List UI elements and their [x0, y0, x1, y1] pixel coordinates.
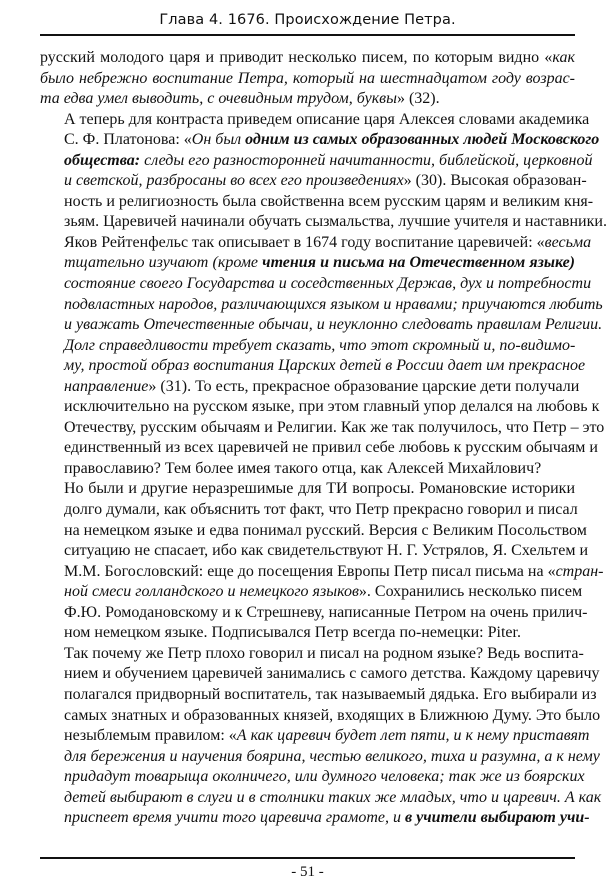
text-run: следы его разносторонней начитанности, библейской, церковной — [140, 151, 593, 169]
header-rule — [40, 34, 575, 36]
text-run: ном немецком языке. Подписывался Петр всегда по-немецки: Piter. — [64, 624, 521, 642]
text-run: одним из самых образованных людей Московского — [245, 131, 600, 149]
text-line — [40, 171, 587, 192]
text-run: » (30). Высокая образован- — [403, 172, 587, 190]
text-run: му, простой образ воспитания Царских детей в России дает им прекрасное — [64, 357, 586, 375]
text-line — [40, 685, 597, 706]
text-line — [40, 541, 589, 562]
text-run: чтения и письма на Отечественном языке) — [262, 254, 575, 272]
page-number: - 51 - — [291, 864, 324, 880]
text-run: тщательно изучают (кроме — [64, 254, 263, 272]
text-run: Долг справедливости требует сказать, что этот скромный и, по-видимо- — [64, 336, 576, 354]
text-run: и светской, разбросаны во всех его произведениях — [64, 172, 404, 190]
text-run: православию? Тем более имея такого отца, как Алексей Михайлович? — [64, 459, 542, 477]
text-run: единственный из всех царевичей не привил себе любовь к русским обычаям и — [64, 439, 598, 457]
text-line — [40, 726, 590, 747]
text-line — [40, 808, 590, 829]
text-line — [40, 253, 575, 274]
text-run: и уважать Отечественные обычаи, и неуклонно следовать правилам Религии. — [64, 316, 603, 334]
text-run: приспеет время учити того царевича грамоте, и — [64, 809, 406, 827]
text-line — [40, 89, 575, 110]
text-run: придадут товарыща околничего, или думного человека; так же из боярских — [64, 768, 585, 786]
text-run: ность и религиозность была свойственна всем русским царям и великим кня- — [64, 192, 594, 210]
text-line — [40, 747, 600, 768]
running-header: Глава 4. 1676. Происхождение Петра. — [159, 12, 456, 28]
text-line — [40, 377, 580, 398]
text-run: общества: — [64, 151, 141, 169]
text-run: самых знатных и образованных князей, входящих в Ближнюю Думу. Это было — [64, 706, 601, 724]
text-run: для бережения и научения боярина, честью великого, тиха и разумна, а к нему — [64, 747, 600, 765]
text-run: С. Ф. Платонова: « — [64, 131, 192, 149]
text-line — [40, 582, 583, 603]
paragraph — [40, 48, 575, 110]
text-run: » (32). — [396, 90, 440, 108]
text-run: Но были и другие неразрешимые для ТИ вопросы. Романовские историки — [64, 480, 575, 498]
text-run: было небрежно воспитание Петра, который на шестнадцатом году возрас- — [40, 69, 575, 87]
text-line — [40, 336, 575, 357]
text-run: состояние своего Государства и соседственных Держав, дух и потребности — [64, 275, 592, 293]
text-run: » (31). То есть, прекрасное образование царские дети получали — [148, 377, 580, 395]
paragraph — [40, 644, 602, 829]
text-run: русский молодого царя и приводит несколько писем, по которым видно « — [40, 49, 553, 66]
text-line — [40, 397, 600, 418]
text-line — [40, 315, 603, 336]
text-run: ной смеси голландского и немецкого языков — [64, 583, 359, 601]
text-line — [40, 130, 600, 151]
text-line — [40, 603, 588, 624]
text-run: долго думали, как объяснить тот факт, что Петр прекрасно говорил и писал — [64, 501, 578, 519]
text-run: незыблемым правилом: « — [64, 727, 237, 745]
text-run: ». Сохранились несколько писем — [358, 583, 583, 601]
text-run: Яков Рейтенфельс так описывает в 1674 году воспитание царевичей: « — [64, 233, 545, 251]
paragraph — [40, 110, 607, 480]
text-run: полагался придворный воспитатель, так называемый дядька. Его выбирали из — [64, 685, 597, 703]
text-run: как — [552, 49, 575, 66]
text-line — [40, 295, 603, 316]
text-line — [40, 706, 601, 727]
text-line — [40, 69, 575, 90]
text-line — [40, 500, 578, 521]
text-line — [40, 644, 584, 665]
text-line — [40, 233, 592, 254]
text-run: исключительно на русском языке, при этом главный упор делался на любовь к — [64, 398, 600, 416]
text-run: нием и обучением царевичей занимались с самого детства. Каждому царевичу — [64, 665, 600, 683]
text-line — [40, 767, 585, 788]
text-line — [40, 459, 575, 480]
text-run: направление — [64, 377, 149, 395]
text-run: в учители выбирают учи- — [405, 809, 590, 827]
text-line — [40, 110, 590, 131]
text-run: Ф.Ю. Ромодановскому и к Стрешневу, написанные Петром на очень прилич- — [64, 603, 588, 621]
paragraph — [40, 479, 604, 643]
text-run: А теперь для контраста приведем описание царя Алексея словами академика — [64, 110, 590, 128]
text-run: детей выбирают в слуги и в столники таких же младых, что и царевич. А как — [64, 788, 602, 806]
text-run: Он был — [191, 131, 246, 149]
text-run: весьма — [544, 233, 592, 251]
text-run: Так почему же Петр плохо говорил и писал на родном языке? Ведь воспита- — [64, 644, 584, 662]
text-line — [40, 562, 604, 583]
text-line — [40, 212, 607, 233]
text-line — [40, 418, 605, 439]
text-run: та едва умел выводить, с очевидным трудом, буквы — [40, 90, 397, 108]
text-run: М.М. Богословский: еще до посещения Европы Петр писал письма на « — [64, 562, 556, 580]
text-line — [40, 438, 598, 459]
text-run: зьям. Царевичей начинали обучать сызмальства, лучшие учителя и наставники. — [64, 213, 607, 231]
text-line — [40, 48, 575, 69]
text-run: Отечеству, русским обычаям и Религии. Как же так получилось, что Петр – это — [64, 418, 605, 436]
text-line — [40, 356, 586, 377]
text-line — [40, 788, 602, 809]
text-line — [40, 623, 575, 644]
footer-rule — [40, 857, 575, 859]
body-text — [40, 48, 607, 829]
text-run: стран- — [555, 562, 604, 580]
text-line — [40, 151, 593, 172]
text-line — [40, 521, 587, 542]
text-line — [40, 192, 594, 213]
text-run: ситуацию не спасает, ибо как свидетельствуют Н. Г. Устрялов, Я. Схельтем и — [64, 542, 589, 560]
text-run: А как царевич будет лет пяти, и к нему приставят — [236, 727, 590, 745]
text-line — [40, 479, 575, 500]
text-line — [40, 664, 600, 685]
text-line — [40, 274, 592, 295]
text-run: подвластных народов, различающихся языком и нравами; приучаются любить — [64, 295, 603, 313]
text-run: на немецком языке и едва понимал русский. Версия с Великим Посольством — [64, 521, 587, 539]
